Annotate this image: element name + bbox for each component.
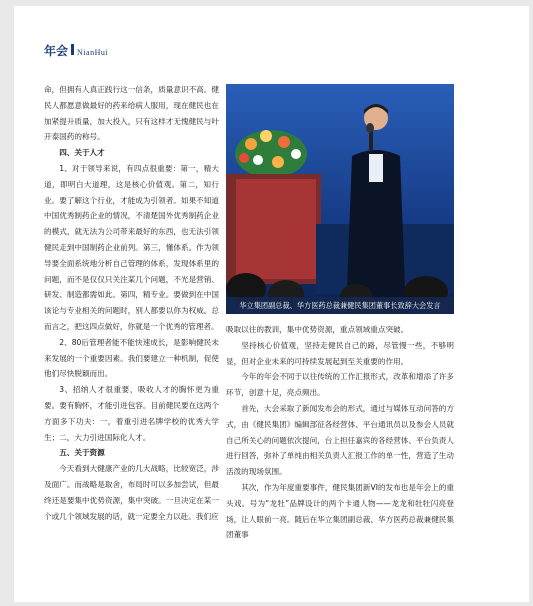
page-header [44,42,108,58]
paragraph: 1、对于领导来说，有四点很重要：第一，精大道，即明白大道理，这是核心价值观。第二，知行业。要了解这个行业，才能成为引领者。如果不知道中国优秀制药企业的情况，不清楚国外优秀制药企业的模式，就无法为公司带来最好的东西，也无法引领健民走到中国制药企业前列。第三，懂体系。作为领导要全面系统地分析自己管理的体系，发现体系里的问题，而不是仅仅只关注某几个问题，不光是营销、研发、制造都需如此。第四，精专业。要做到在中国该论与专业相关的问题时，别人都要以你为权威。总而言之，把这四点做好，你就是一个优秀的管理者。 [44,163,219,331]
paragraph: 今天看到大健康产业的几大战略，比较宽泛，涉及面广。而战略是取舍，布局时可以多加尝试，但最终还是要集中优势资源，集中突破。一旦决定在某一个或几个领域发展的话，就一定要全力以赴。我们应 [44,464,219,521]
header-title-cn: 年会 [44,44,69,58]
section-heading: 四、关于人才 [59,148,105,158]
paragraph: 3、招纳人才很重要，吸收人才的胸怀更为重要。要有胸怀，才能引进包容。目前健民要在这两个方面多下功夫：一，着重引进名牌学校的优秀大学生；二，大力引进国际化人才。 [44,385,219,442]
paragraph: 首先，大会采取了新闻发布会的形式，通过与媒体互动问答的方式，由《健民集团》编辑部征各经营体、平台通讯员以及参会人员就自己所关心的问题依次提问，台上担任嘉宾的各经营体、平台负责人进行回答，弥补了单纯由相关负责人汇报工作的单一性，营造了生动活泼的现场氛围。 [226,403,454,477]
header-divider-bar [71,44,74,55]
paragraph: 吸取以往的教训，集中优势资源，重点领域重点突破。 [226,325,409,334]
left-text-column [44,82,219,524]
flower-arrangement [226,130,321,284]
speaker-photo [226,84,454,314]
paragraph: 2、80后管理者能不能快速成长，是影响健民未来发展的一个重要因素。我们要建立一种机制，促使他们尽快脱颖而出。 [44,337,219,379]
photo-caption: 华立集团副总裁、华方医药总裁兼健民集团董事长致辞大会发言 [226,297,454,314]
section-heading: 五、关于资源 [59,448,105,458]
paragraph: 命，但拥有人真正践行这一信条，质量意识不高。健民人都愿意做最好的药来给病人服用，现在健民也在加紧提升质量，加大投入，只有这样才无愧健民与叶开泰国药的称号。 [44,85,219,142]
right-text-column [226,322,454,543]
paragraph: 坚持核心价值观，坚持走健民自己的路，尽管慢一些，不够明显，但对企业未来的可持续发展起到至关重要的作用。 [226,340,454,366]
speaker-photo-image [226,84,454,314]
paragraph: 其次，作为年度重要事件，健民集团新VI的发布也是年会上的重头戏。号为“龙牡”品牌设计的两个卡通人物——龙龙和牡牡闪亮登场，让人眼前一亮。随后在华立集团副总裁、华方医药总裁兼健民集团董事 [226,482,454,540]
paragraph: 今年的年会不同于以往传统的工作汇报形式，改革和增添了许多环节，创意十足，亮点频出。 [226,372,454,398]
header-title-en: NianHui [77,48,109,57]
magazine-page [14,6,529,602]
